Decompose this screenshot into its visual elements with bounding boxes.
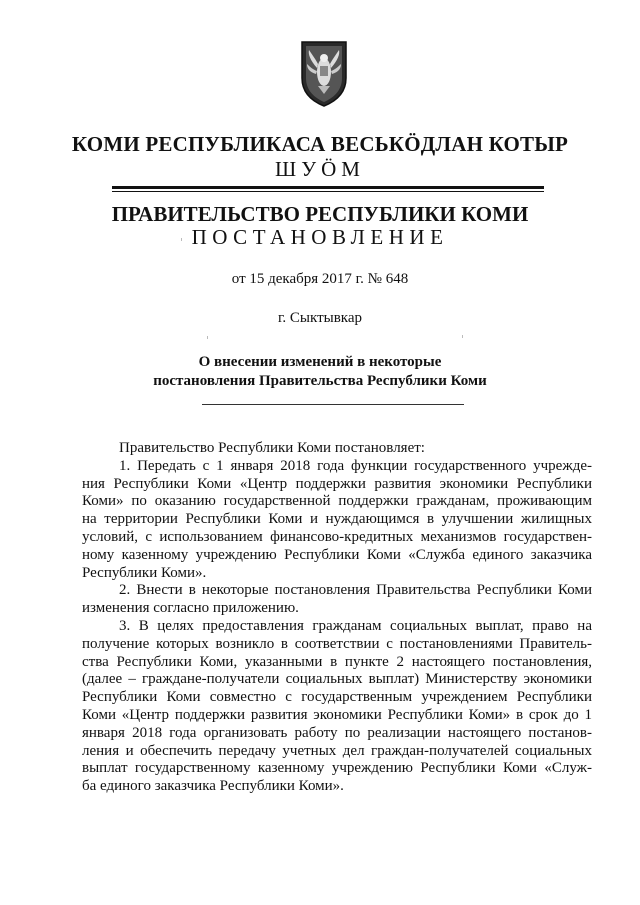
scan-speck bbox=[207, 336, 208, 339]
header-rule-thin bbox=[112, 191, 544, 192]
scan-speck bbox=[181, 238, 182, 241]
paragraph-line: ства Республики Коми, указанными в пункте 2 настоящего постановления, bbox=[82, 653, 592, 670]
paragraph-2 bbox=[82, 582, 592, 618]
paragraph-1 bbox=[82, 458, 592, 583]
paragraph-line: Республики Коми». bbox=[82, 564, 207, 581]
paragraph-line: (далее – граждане-получатели социальных выплат) Министерству экономики bbox=[82, 671, 592, 688]
header-rule-thick bbox=[112, 186, 544, 189]
decree-date-number: от 15 декабря 2017 г. № 648 bbox=[231, 271, 409, 287]
decree-city: г. Сыктывкар bbox=[277, 310, 363, 326]
paragraph-line: января 2018 года организовать работу по реализации настоящего постанов- bbox=[82, 724, 592, 741]
scan-speck bbox=[462, 335, 463, 338]
paragraph-line: ния Республики Коми «Центр поддержки развития экономики Республики bbox=[82, 475, 592, 492]
paragraph-line: условий, с использованием финансово-кредитных механизмов государствен- bbox=[82, 528, 592, 545]
paragraph-line: 2. Внести в некоторые постановления Правительства Республики Коми bbox=[119, 582, 592, 599]
decree-intro: Правительство Республики Коми постановляет: bbox=[119, 440, 425, 456]
komi-republic-coat-of-arms-icon bbox=[296, 38, 352, 108]
paragraph-line: Коми «Центр поддержки развития экономики Республики Коми» в срок до 1 bbox=[82, 706, 592, 723]
subject-underline bbox=[202, 404, 464, 405]
document-type: ПОСТАНОВЛЕНИЕ bbox=[191, 225, 449, 249]
decree-subject-line-1: О внесении изменений в некоторые bbox=[198, 354, 442, 370]
decree-subject-line-2: постановления Правительства Республики Коми bbox=[153, 373, 487, 389]
paragraph-line: 1. Передать с 1 января 2018 года функции государственного учрежде- bbox=[119, 457, 592, 474]
paragraph-line: 3. В целях предоставления гражданам социальных выплат, право на bbox=[119, 617, 592, 634]
decree-body bbox=[82, 440, 592, 796]
paragraph-line: ления и обеспечить передачу учетных дел граждан-получателей социальных bbox=[82, 742, 592, 759]
paragraph-line: получение которых возникло в соответствии с постановлениями Правитель- bbox=[82, 635, 592, 652]
paragraph-line: выплат государственному казенному учреждению Республики Коми «Служ- bbox=[82, 760, 592, 777]
komi-decree-word: ШУӦМ bbox=[275, 157, 365, 181]
paragraph-line: ному казенному учреждению Республики Коми «Служба единого заказчика bbox=[82, 546, 592, 563]
government-title: ПРАВИТЕЛЬСТВО РЕСПУБЛИКИ КОМИ bbox=[111, 202, 529, 226]
komi-government-title: КОМИ РЕСПУБЛИКАСА ВЕСЬКӦДЛАН КОТЫР bbox=[71, 132, 569, 156]
paragraph-line: на территории Республики Коми и нуждающимся в улучшении жилищных bbox=[82, 511, 592, 528]
paragraph-line: ба единого заказчика Республики Коми». bbox=[82, 778, 344, 795]
paragraph-line: изменения согласно приложению. bbox=[82, 600, 299, 617]
paragraph-line: Республики Коми совместно с государственным учреждением Республики bbox=[82, 689, 592, 706]
paragraph-3 bbox=[82, 618, 592, 796]
paragraph-line: Коми» по оказанию государственной поддержки гражданам, проживающим bbox=[82, 493, 592, 510]
